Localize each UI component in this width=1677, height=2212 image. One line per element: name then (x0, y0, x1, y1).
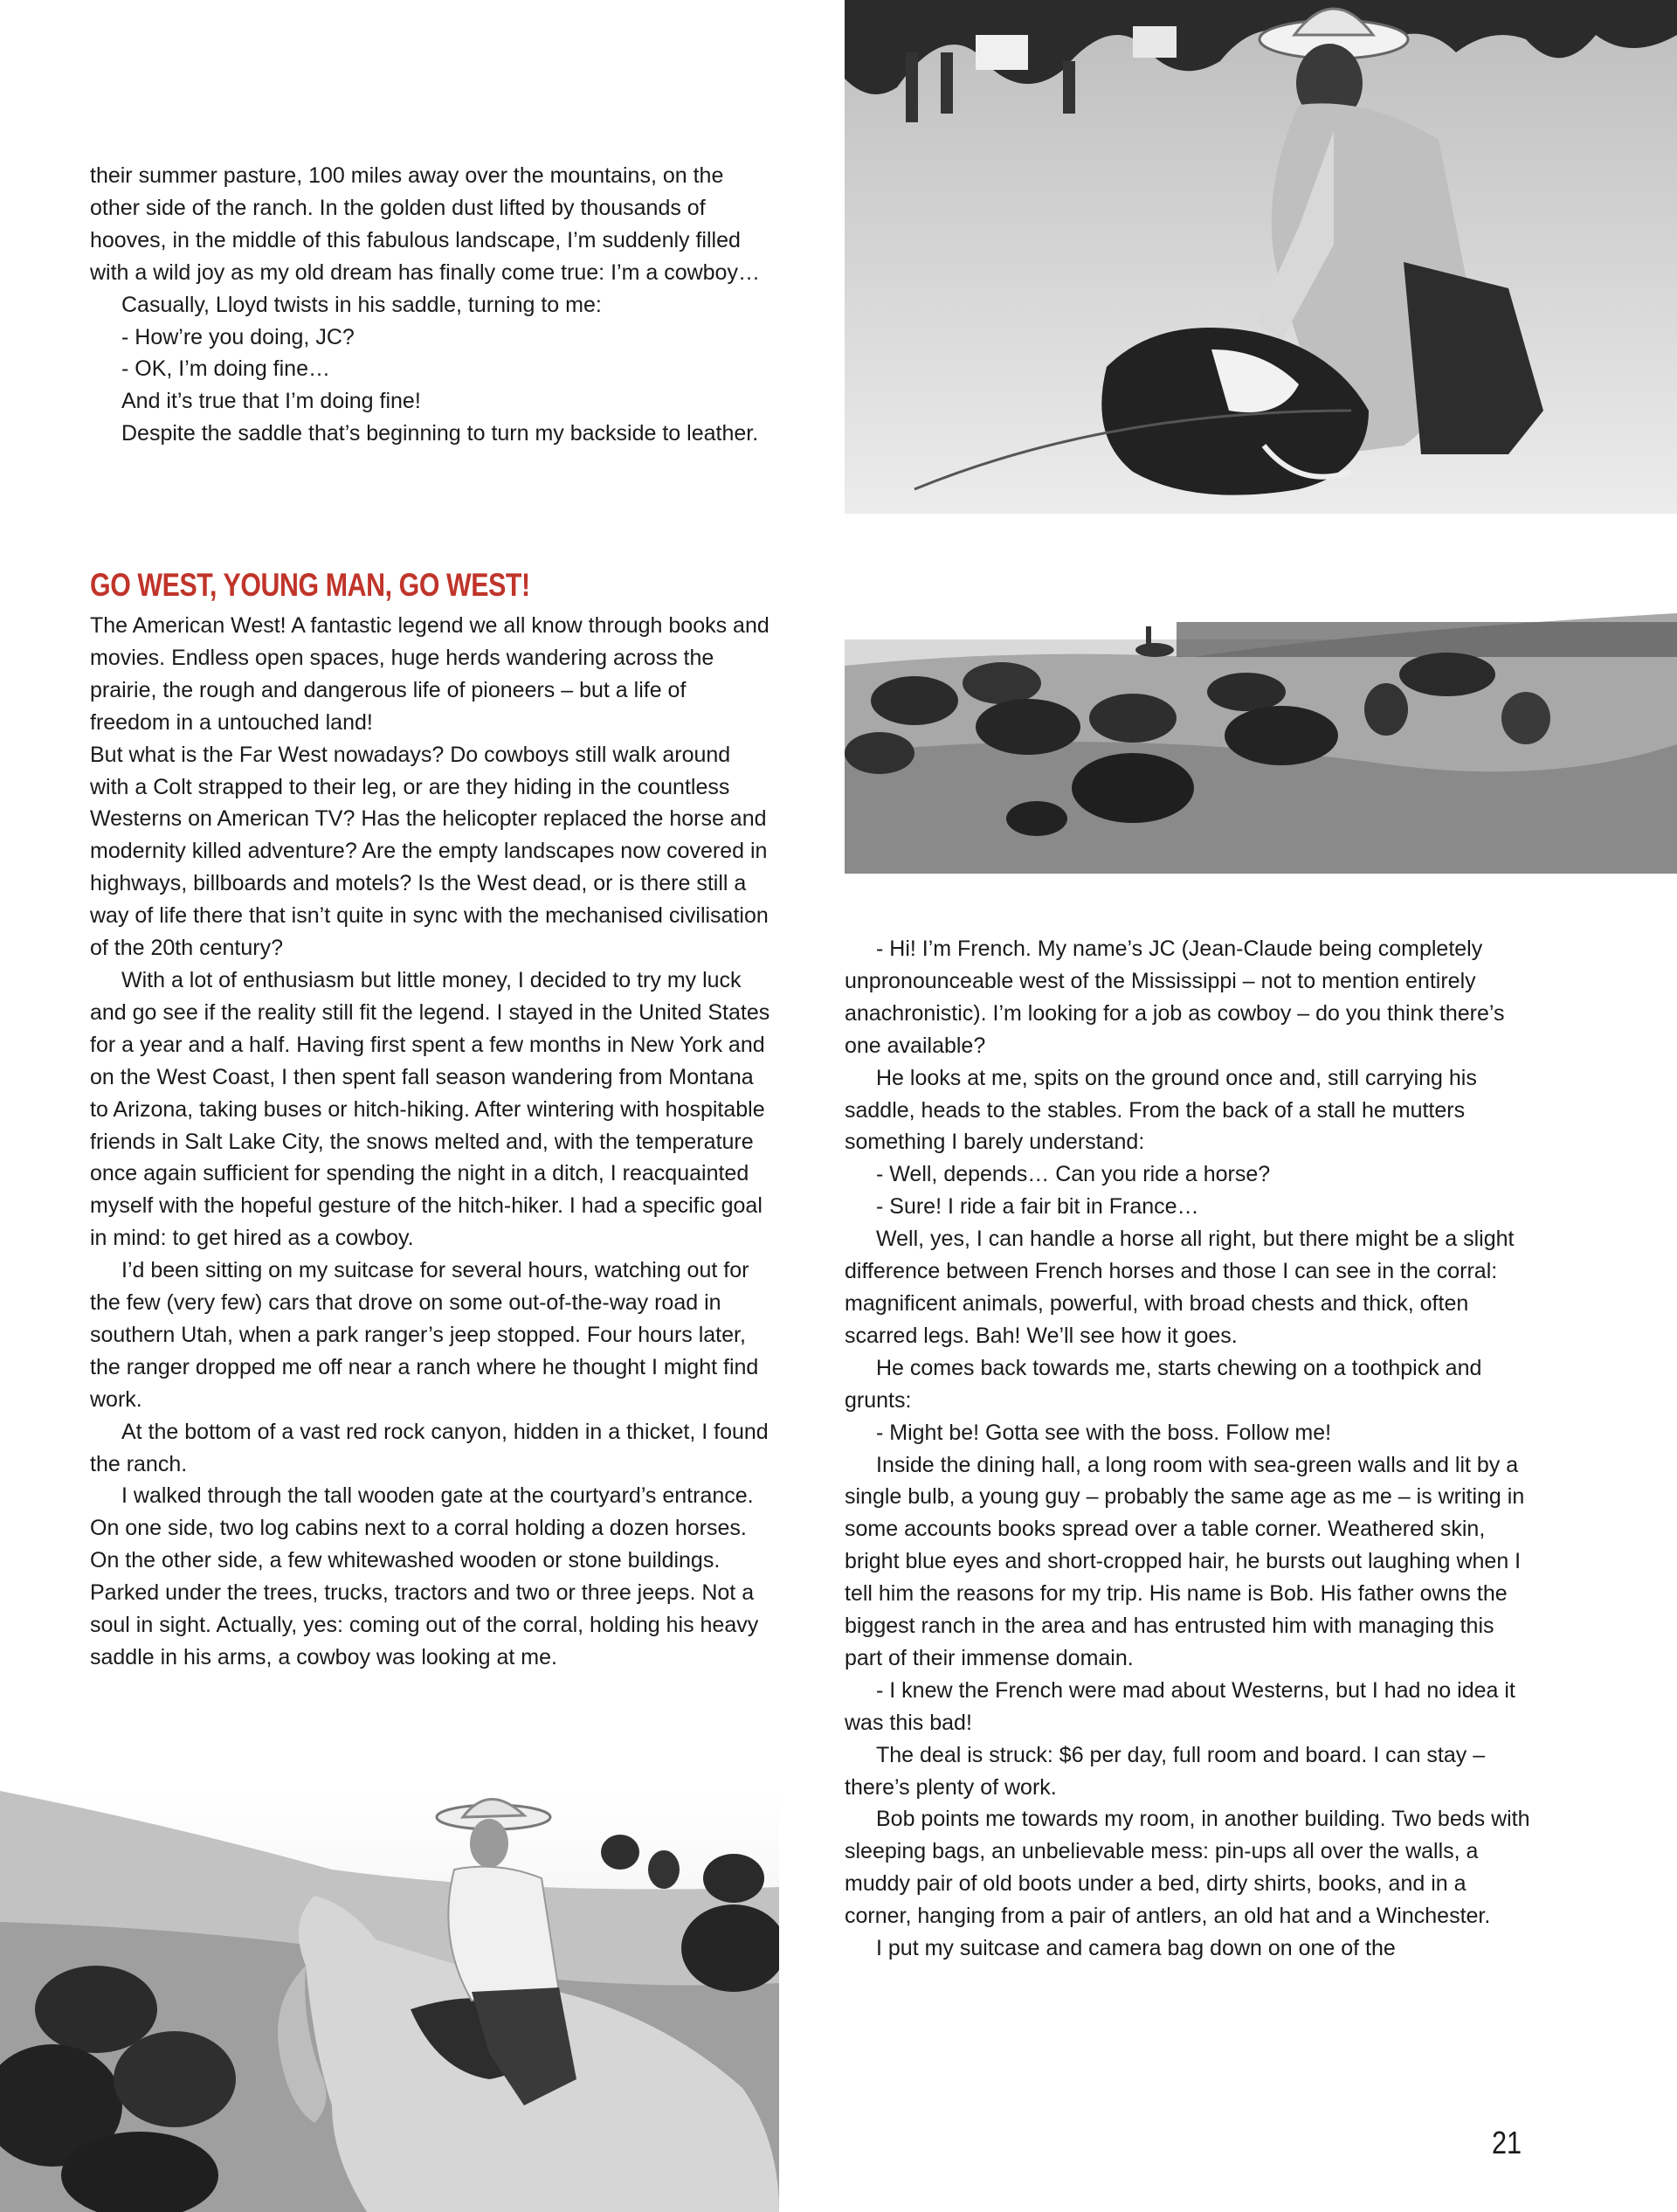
right-paragraph-9: - I knew the French were mad about Westerns, but I had no idea it was this bad! (845, 1677, 1515, 1735)
right-paragraph-4: - Sure! I ride a fair bit in France… (876, 1194, 1199, 1220)
intro-paragraph-3: - How’re you doing, JC? (121, 324, 355, 349)
right-paragraph-6: He comes back towards me, starts chewing on a toothpick and grunts: (845, 1355, 1482, 1413)
main-text-column (90, 610, 771, 1674)
main-paragraph-5: At the bottom of a vast red rock canyon, hidden in a thicket, I found the ranch. (90, 1419, 769, 1476)
right-paragraph-5: Well, yes, I can handle a horse all right, but there might be a slight difference between French horses and those I can see in the corral: magnificent animals, powerful, with broad chests and thick, often scarred legs. Bah! We’ll see how it goes. (845, 1227, 1515, 1348)
main-paragraph-4: I’d been sitting on my suitcase for several hours, watching out for the few (very few) cars that drove on some out-of-the-way road in southern Utah, when a park ranger’s jeep stopped. Four hours later, the ranger dropped me off near a ranch where he thought I might find work. (90, 1258, 759, 1412)
intro-paragraph-1: their summer pasture, 100 miles away over the mountains, on the other side of the ranch. In the golden dust lifted by thousands of hooves, in the middle of this fabulous landscape, I’m suddenly filled with a wild joy as my old dream has finally come true: I’m a cowboy… (90, 163, 760, 285)
intro-paragraph-5: And it’s true that I’m doing fine! (121, 389, 421, 414)
page-number: 21 (1492, 2125, 1522, 2160)
right-text-column (845, 933, 1535, 1965)
right-paragraph-12: I put my suitcase and camera bag down on one of the (876, 1936, 1396, 1961)
section-heading: GO WEST, YOUNG MAN, GO WEST! (90, 567, 530, 603)
photo-herd-on-prairie (845, 613, 1677, 874)
main-paragraph-2: But what is the Far West nowadays? Do cowboys still walk around with a Colt strapped to their leg, or are they hiding in the countless Westerns on American TV? Has the helicopter replaced the horse and modernity killed adventure? Are the empty landscapes now covered in highways, billboards and motels? Is the West dead, or is there still a way of life there that isn’t quite in sync with the mechanised civilisation of the 20th century? (90, 742, 769, 961)
photo-cowboy-on-horse (0, 1791, 779, 2212)
intro-paragraph-4: - OK, I’m doing fine… (121, 356, 330, 382)
right-paragraph-11: Bob points me towards my room, in another building. Two beds with sleeping bags, an unbelievable mess: pin-ups all over the walls, a muddy pair of old boots under a bed, dirty shirts, books, and in a corner, hanging from a pair of antlers, an old hat and a Winchester. (845, 1807, 1530, 1929)
intro-paragraph-2: Casually, Lloyd twists in his saddle, turning to me: (121, 292, 602, 317)
intro-paragraph-6: Despite the saddle that’s beginning to turn my backside to leather. (121, 421, 759, 446)
intro-text-column (90, 160, 771, 450)
right-paragraph-3: - Well, depends… Can you ride a horse? (876, 1162, 1271, 1187)
right-paragraph-8: Inside the dining hall, a long room with sea-green walls and lit by a single bulb, a young guy – probably the same age as me – is writing in some accounts books spread over a table corner. Weathered skin, bright blue eyes and short-cropped hair, he bursts out laughing when I tell him the reasons for my trip. His name is Bob. His father owns the biggest ranch in the area and has entrusted him with managing this part of their immense domain. (845, 1452, 1525, 1670)
main-paragraph-3: With a lot of enthusiasm but little money, I decided to try my luck and go see if the reality still fit the legend. I stayed in the United States for a year and a half. Having first spent a few months in New York and on the West Coast, I then spent fall season wandering from Montana to Arizona, taking buses or hitch-hiking. After wintering with hospitable friends in Salt Lake City, the snows melted and, with the temperature once again sufficient for spending the night in a ditch, I reacquainted myself with the hopeful gesture of the hitch-hiker. I had a specific goal in mind: to get hired as a cowboy. (90, 967, 770, 1251)
right-paragraph-10: The deal is struck: $6 per day, full room and board. I can stay – there’s plenty of work. (845, 1742, 1486, 1800)
right-paragraph-2: He looks at me, spits on the ground once and, still carrying his saddle, heads to the stables. From the back of a stall he mutters something I barely understand: (845, 1065, 1477, 1155)
section-heading-wrapper (90, 568, 626, 603)
right-paragraph-7: - Might be! Gotta see with the boss. Follow me! (876, 1420, 1332, 1445)
main-paragraph-6: I walked through the tall wooden gate at the courtyard’s entrance. On one side, two log cabins next to a corral holding a dozen horses. On the other side, a few whitewashed wooden or stone buildings. Parked under the trees, trucks, tractors and two or three jeeps. Not a soul in sight. Actually, yes: coming out of the corral, holding his heavy saddle in his arms, a cowboy was looking at me. (90, 1483, 759, 1669)
right-paragraph-1: - Hi! I’m French. My name’s JC (Jean-Claude being completely unpronounceable west of the Mississippi – not to mention entirely anachronistic). I’m looking for a job as cowboy – do you think there’s one available? (845, 937, 1505, 1058)
photo-cowboy-roping-calf (845, 0, 1677, 514)
main-paragraph-1: The American West! A fantastic legend we all know through books and movies. Endless open spaces, huge herds wandering across the prairie, the rough and dangerous life of pioneers – but a life of freedom in a untouched land! (90, 613, 769, 735)
